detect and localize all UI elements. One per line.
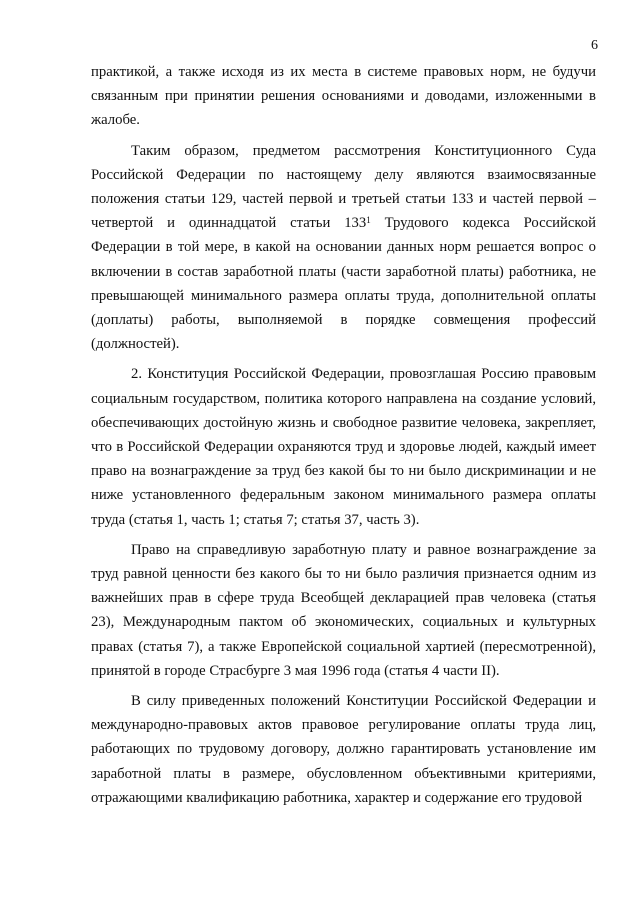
paragraph-text-after-footnote: Трудового кодекса Российской Федерации в той мере, в какой на основании данных норм решается вопрос о включении в состав заработной платы (части заработной платы) работника, не превышающей минимального размера оплаты труда, дополнительной оплаты (доплаты) работы, выполняемой в порядке совмещения профессий (должностей). <box>91 215 596 353</box>
paragraph-fair-wage-right: Право на справедливую заработную плату и равное вознаграждение за труд равной ценности без какого бы то ни было различия признается одним из важнейших прав в сфере труда Всеобщей декларацией прав человека (статья 23), Международным пактом об экономических, социальных и культурных правах (статья 7), а также Европейской социальной хартией (пересмотренной), принятой в городе Страсбурге 3 мая 1996 года (статья 4 части II). <box>91 541 596 679</box>
paragraph-legal-regulation: В силу приведенных положений Конституции Российской Федерации и международно-правовых актов правовое регулирование оплаты труда лиц, работающих по трудовому договору, должно гарантировать установление им заработной платы в размере, обусловленном объективными критериями, отражающими квалификацию работника, характер и содержание его трудовой <box>91 693 596 806</box>
document-body <box>91 60 596 816</box>
paragraph-text-before-footnote: Таким образом, предметом рассмотрения Конституционного Суда Российской Федерации по настоящему делу являются взаимосвязанные положения статьи 129, частей первой и третьей статьи 133 и частей первой – четвертой и одиннадцатой статьи 133 <box>91 142 596 232</box>
paragraph-constitution-provisions: 2. Конституция Российской Федерации, провозглашая Россию правовым социальным государством, политика которого направлена на создание условий, обеспечивающих достойную жизнь и свободное развитие человека, закрепляет, что в Российской Федерации охраняются труд и здоровье людей, каждый имеет право на вознаграждение за труд без какой бы то ни было дискриминации и не ниже установленного федеральным законом минимального размера оплаты труда (статья 1, часть 1; статья 7; статья 37, часть 3). <box>91 366 596 528</box>
paragraph-subject-of-review <box>91 139 596 357</box>
paragraph-continuation: практикой, а также исходя из их места в системе правовых норм, не будучи связанным при принятии решения основаниями и доводами, изложенными в жалобе. <box>91 64 596 129</box>
superscript-article-index: 1 <box>366 215 371 226</box>
page-number: 6 <box>591 38 598 53</box>
